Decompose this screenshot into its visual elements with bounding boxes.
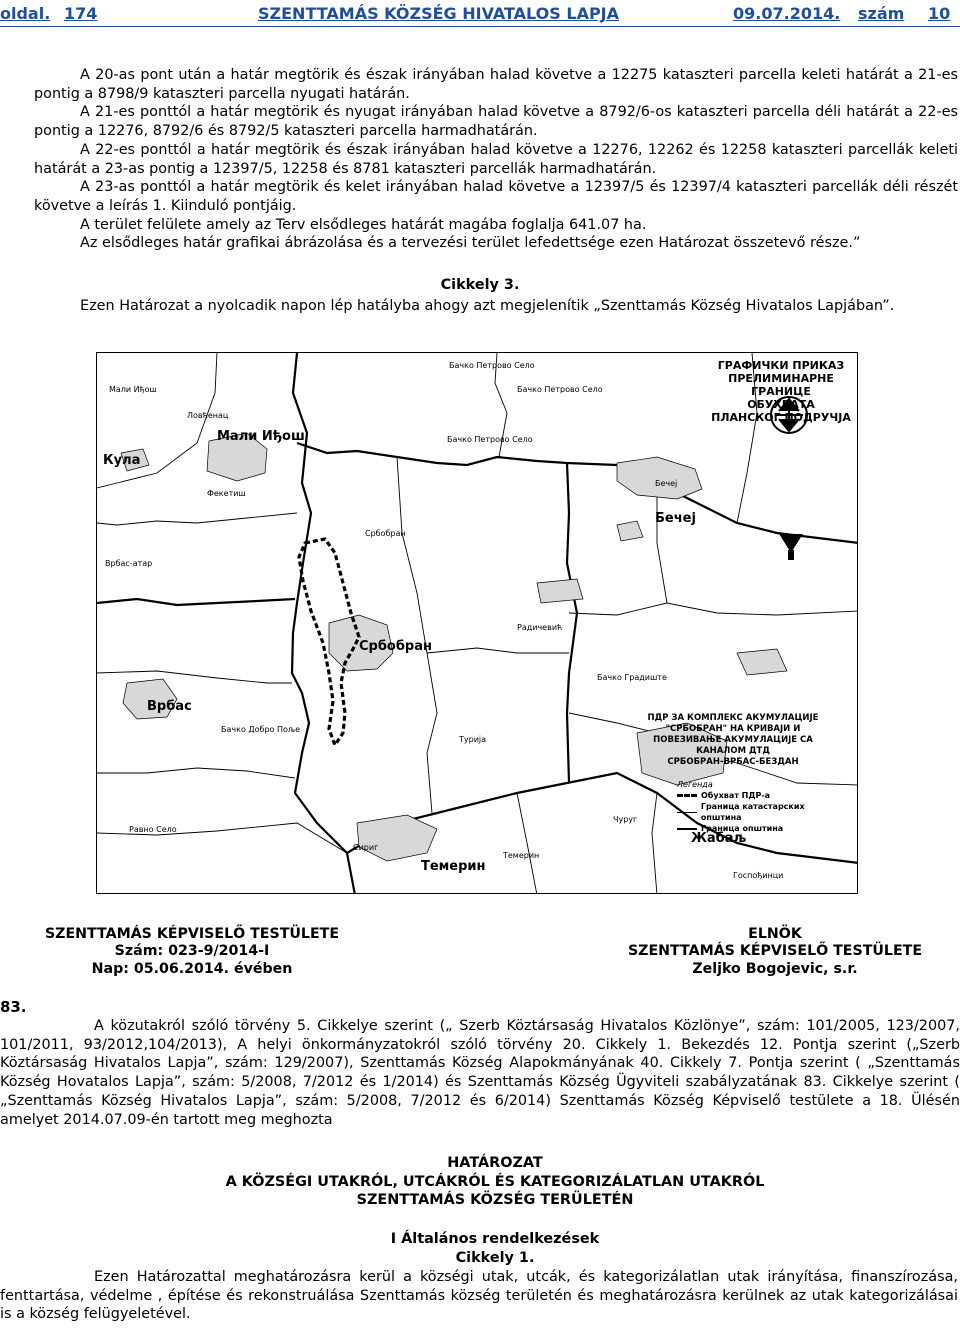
place-label: Сириг: [353, 843, 379, 852]
decision-heading: HATÁROZAT: [447, 1155, 543, 1171]
map-figure: [96, 352, 858, 894]
journal-title: SZENTTAMÁS KÖZSÉG HIVATALOS LAPJA: [258, 4, 620, 23]
page-header: [0, 4, 960, 24]
place-label: Бачко Петрово Село: [449, 361, 535, 370]
signature-line: SZENTTAMÁS KÉPVISELŐ TESTÜLETE: [627, 943, 923, 960]
header-rule: [0, 26, 960, 27]
legend-item: [677, 801, 847, 823]
place-label: Бачко Петрово Село: [447, 435, 533, 444]
town-label: Жабаљ: [691, 831, 747, 846]
issue-number: 10: [928, 4, 951, 23]
signature-line: Nap: 05.06.2014. évében: [91, 960, 293, 977]
decision-title-line1: A KÖZSÉGI UTAKRÓL, UTCÁKRÓL ÉS KATEGORIZÁLATLAN UTAKRÓL: [225, 1174, 765, 1190]
legend-label: Обухват ПДР-а: [701, 791, 771, 800]
legend-label: Граница катастарских општина: [700, 802, 805, 822]
plan-line: КАНАЛОМ ДТД: [696, 746, 770, 756]
paragraph: A 20-as pont után a határ megtörik és észak irányában halad követve a 12275 kataszteri parcella keleti határát a 21-es pontig a 8798/9 kataszteri parcella nyugati határán.: [34, 67, 958, 102]
signature-line: Zeljko Bogojevic, s.r.: [692, 960, 858, 977]
chapter-title: I Általános rendelkezések: [390, 1231, 600, 1247]
place-label: Врбас-атар: [105, 559, 153, 568]
town-label: Врбас: [147, 699, 192, 714]
plan-title: [613, 713, 853, 768]
place-label: Чуруг: [613, 815, 638, 824]
town-label: Мали Иђош: [217, 429, 305, 444]
town-label: Бечеј: [655, 511, 696, 526]
map-title-line: ПРЕЛИМИНАРНЕ ГРАНИЦЕ: [728, 372, 834, 398]
preamble: [0, 1017, 960, 1129]
place-label: Темерин: [503, 851, 540, 860]
decision-title-line2: SZENTTAMÁS KÖZSÉG TERÜLETÉN: [356, 1192, 634, 1208]
place-label: Србобран: [365, 529, 406, 538]
paragraph: A 23-as ponttól a határ megtörik és kelet irányában halad követve a 12397/5 és 12397/4 kataszteri parcellák déli részét követve a leírás 1. Kiinduló pontjáig.: [34, 179, 958, 214]
legend-label: Граница општина: [701, 824, 784, 833]
place-label: Бечеј: [655, 479, 678, 488]
place-label: Бачко Добро Поље: [221, 725, 301, 734]
map-title-line: ОБУХВАТА: [747, 398, 815, 411]
page-label: oldal.: [0, 4, 51, 23]
header-date: 09.07.2014.: [733, 4, 841, 23]
legend-dashed-swatch: [677, 794, 697, 797]
map-title-line: ГРАФИЧКИ ПРИКАЗ: [717, 359, 845, 372]
plan-line: СРБОБРАН-ВРБАС-БЕЗДАН: [667, 757, 799, 767]
plan-line: ПОВЕЗИВАЊЕ АКУМУЛАЦИЈЕ СА: [653, 735, 813, 745]
signature-line: ELNÖK: [748, 926, 802, 942]
chapter-text: [0, 1268, 958, 1324]
legend-thick-swatch: [677, 828, 697, 830]
place-label: Бачко Градиште: [597, 673, 667, 682]
signature-line: SZENTTAMÁS KÉPVISELŐ TESTÜLETE: [44, 926, 340, 942]
page-number: 174: [64, 4, 98, 23]
paragraph: A terület felülete amely az Terv elsődleges határát magába foglalja 641.07 ha.: [80, 216, 647, 233]
issue-label: szám: [858, 4, 905, 23]
town-label: Србобран: [359, 639, 432, 654]
town-label: Кула: [103, 453, 141, 468]
signature-line: Szám: 023-9/2014-I: [114, 943, 270, 960]
legend-thin-swatch: [677, 812, 697, 813]
chapter-article: Cikkely 1.: [455, 1250, 535, 1266]
place-label: Мали Иђош: [109, 385, 157, 394]
place-label: Бачко Петрово Село: [517, 385, 603, 394]
paragraph: Az elsődleges határ grafikai ábrázolása és a tervezési terület lefedettsége ezen Határozat összetevő része.”: [80, 235, 861, 252]
boundary-description: [34, 66, 958, 253]
section-number: 83.: [0, 998, 27, 1016]
legend-item: [677, 790, 847, 801]
paragraph: A 21-es ponttól a határ megtörik és nyugat irányában halad követve a 8792/6-os kataszteri parcella déli határát a 22-es pontig a 12276, 8792/6 és 8792/5 kataszteri parcella harmadhatárán.: [34, 104, 958, 140]
map-title-line: ПЛАНСКОГ ПОДРУЧЈА: [711, 411, 851, 424]
article3-text: [34, 297, 958, 316]
paragraph: Ezen Határozat a nyolcadik napon lép hatályba ahogy azt megjelenítik „Szenttamás Község Hivatalos Lapjában”.: [80, 298, 895, 314]
town-label: Темерин: [421, 859, 486, 874]
signature-right: [610, 926, 940, 978]
paragraph: Ezen Határozattal meghatározásra kerül a községi utak, utcák, és kategorizálatlan utak irányítása, finanszírozása, fenttartása, védelme , építése és rekonstruálása Szenttamás község területén és meghatározásra kerülnek az utak kategorizálásai is a község felügyeletével.: [0, 1269, 958, 1323]
paragraph: A közutakról szóló törvény 5. Cikkelye szerint („ Szerb Köztársaság Hivatalos Közlönye”, szám: 101/2005, 123/2007, 101/2011, 93/2012,104/2013), A helyi önkormányzatokról szóló törvény 20. Cikkely 1. Bekezdés 12. Pontja szerint („Szerb Köztársaság Hivatalos Lapja”, szám: 129/2007), Szenttamás Község Alapokmányának 40. Cikkely 7. Pontja szerint ( „Szenttamás Község Hovatalos Lapja”, szám: 5/2008, 7/2012 és 1/2014) és Szenttamás Község Ügyviteli szabályzatának 83. Cikkelye szerint ( „Szenttamás Község Hivatalos Lapja”, szám: 5/2008, 7/2012 és 6/2014) Szenttamás Község Képviselő testülete a 18. Ülésén amelyet 2014.07.09-én tartott meg meghozta: [0, 1018, 960, 1128]
map-title: [711, 359, 851, 424]
legend: [677, 779, 847, 834]
place-label: Радичевић: [517, 623, 563, 632]
place-label: Турија: [459, 735, 487, 744]
place-label: Равно Село: [129, 825, 177, 834]
place-label: Ловћенац: [187, 411, 229, 420]
place-label: Фекетиш: [207, 489, 246, 498]
plan-line: ПДР ЗА КОМПЛЕКС АКУМУЛАЦИЈЕ: [647, 713, 819, 723]
paragraph: A 22-es ponttól a határ megtörik és észak irányában halad követve a 12276, 12262 és 12258 kataszteri parcellák keleti határát a 23-as pontig a 12397/5, 12258 és 8781 kataszteri parcellák harmadhatárán.: [34, 141, 958, 177]
plan-line: "СРБОБРАН" НА КРИВАЈИ И: [665, 724, 801, 734]
article3-title: Cikkely 3.: [440, 277, 520, 293]
signature-left: [20, 926, 364, 978]
legend-title: Легенда: [677, 780, 713, 789]
place-label: Госпођинци: [733, 871, 784, 880]
